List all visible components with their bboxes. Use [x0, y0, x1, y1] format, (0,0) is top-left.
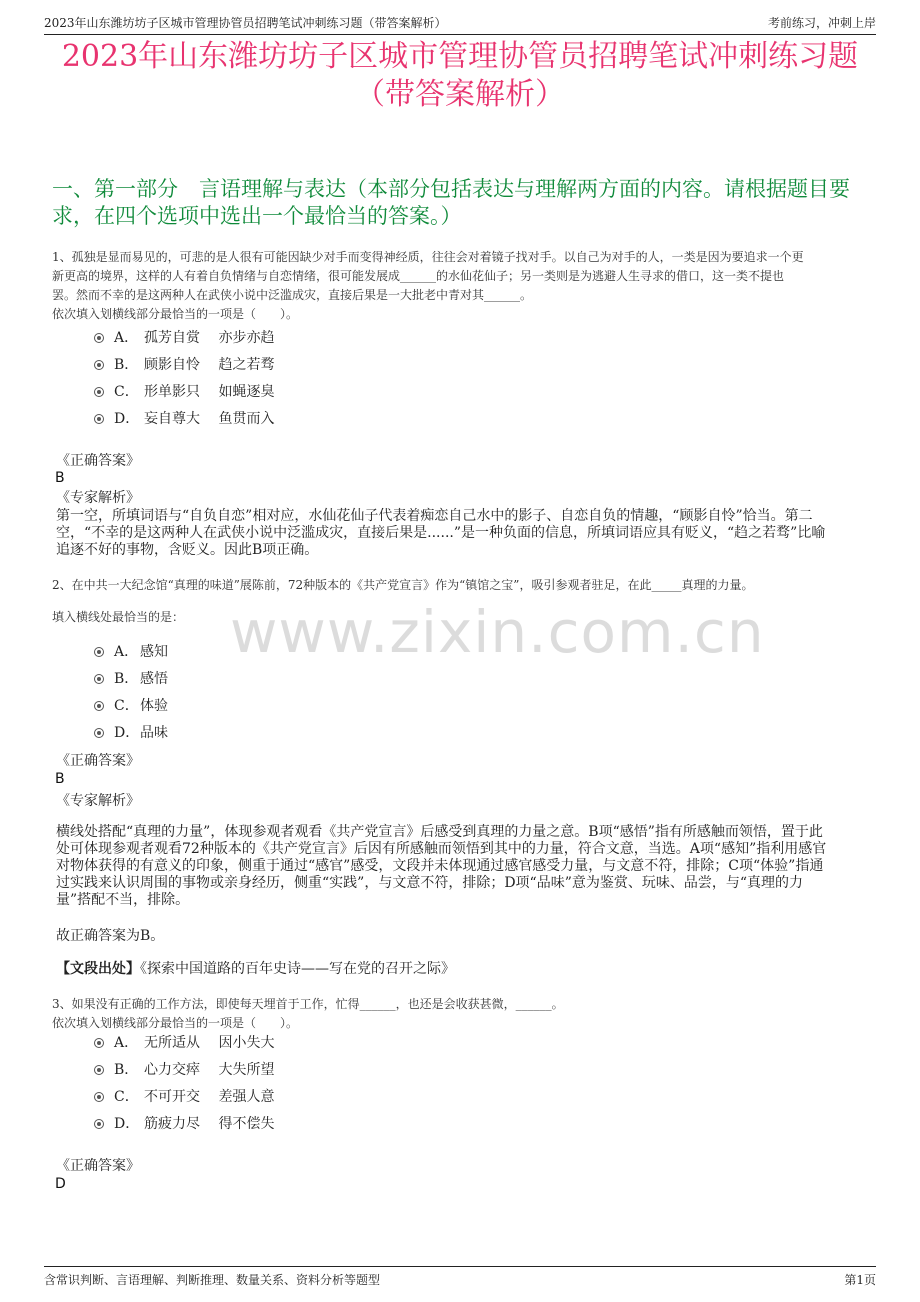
q2-analysis	[56, 824, 886, 909]
option-text: 品味	[140, 725, 168, 741]
q1-line-3: 罢。然而不幸的是这两种人在武侠小说中泛滥成灾，直接后果是一大批老中青对其______。	[52, 288, 533, 302]
q3-prompt: 依次填入划横线部分最恰当的一项是（ ）。	[52, 1016, 299, 1030]
q2-analysis-label: 《专家解析》	[56, 793, 140, 809]
radio-button-icon[interactable]	[94, 1119, 104, 1129]
option-text: 筋疲力尽 得不偿失	[144, 1116, 275, 1132]
option-text: 形单影只 如蝇逐臭	[144, 384, 275, 400]
option-letter: C．	[114, 1089, 139, 1105]
radio-button-icon[interactable]	[94, 387, 104, 397]
option-text: 顾影自怜 趋之若骛	[144, 357, 275, 373]
title-line-1: 2023年山东潍坊坊子区城市管理协管员招聘笔试冲刺练习题	[61, 39, 859, 74]
option-letter: D．	[114, 411, 140, 427]
q1-analysis-line-3: 追逐不好的事物，含贬义。因此B项正确。	[56, 542, 319, 558]
option-letter: B．	[114, 357, 139, 373]
option-text: 感悟	[140, 671, 168, 687]
radio-button-icon[interactable]	[94, 1092, 104, 1102]
option-letter: A．	[114, 644, 139, 660]
option-text: 无所适从 因小失大	[144, 1035, 275, 1051]
q2-analysis-line-5: 量”搭配不当，排除。	[56, 892, 190, 908]
q1-line-1: 1、孤独是显而易见的，可悲的是人很有可能因缺少对手而变得神经质，往往会对着镜子找对手。以自己为对手的人，一类是因为要追求一个更	[52, 250, 804, 264]
option-letter: D．	[114, 725, 140, 741]
radio-button-icon[interactable]	[94, 674, 104, 684]
q1-prompt: 依次填入划横线部分最恰当的一项是（ ）。	[52, 307, 299, 321]
option-letter: B．	[114, 1062, 139, 1078]
radio-button-icon[interactable]	[94, 414, 104, 424]
q1-analysis-label: 《专家解析》	[56, 490, 140, 506]
q2-prompt: 填入横线处最恰当的是：	[52, 610, 185, 624]
q1-answer: B	[55, 470, 65, 486]
q2-source	[56, 961, 455, 978]
option-text: 不可开交 差强人意	[144, 1089, 275, 1105]
q2-answer: B	[55, 771, 65, 787]
source-label: 【文段出处】	[56, 961, 140, 977]
q1-line-2: 新更高的境界，这样的人有着自负情绪与自恋情绪，很可能发展成______的水仙花仙子；另一类则是为逃避人生寻求的借口，这一类不提也	[52, 269, 785, 283]
radio-button-icon[interactable]	[94, 1065, 104, 1075]
option-letter: D．	[114, 1116, 140, 1132]
radio-button-icon[interactable]	[94, 333, 104, 343]
watermark: www.zixin.com.cn	[230, 598, 765, 666]
header-slogan: 考前练习，冲刺上岸	[767, 16, 876, 30]
question-3-stem	[52, 995, 882, 1033]
option-letter: B．	[114, 671, 139, 687]
option-letter: A．	[114, 1035, 139, 1051]
option-text: 孤芳自赏 亦步亦趋	[144, 330, 275, 346]
radio-button-icon[interactable]	[94, 728, 104, 738]
option-letter: A．	[114, 330, 139, 346]
q1-analysis-line-2: 空，“不幸的是这两种人在武侠小说中泛滥成灾，直接后果是......”是一种负面的信息，所填词语应具有贬义，“趋之若骛”比喻	[56, 525, 826, 541]
q2-analysis-line-2: 处可体现参观者观看72种版本的《共产党宣言》后因有所感触而领悟到其中的力量，符合文意，当选。A项“感知”指利用感官	[56, 841, 827, 857]
q2-analysis-line-1: 横线处搭配“真理的力量”，体现参观者观看《共产党宣言》后感受到真理的力量之意。B项“感悟”指有所感触而领悟，置于此	[56, 824, 823, 840]
source-title: 《探索中国道路的百年史诗——写在党的召开之际》	[140, 961, 455, 977]
option-letter: C．	[114, 384, 139, 400]
page-header	[44, 12, 876, 35]
option-text: 感知	[140, 644, 168, 660]
q3-answer: D	[55, 1176, 66, 1192]
title-line-2: （带答案解析）	[355, 77, 565, 112]
q3-answer-label: 《正确答案》	[56, 1158, 140, 1174]
page-number: 第1页	[844, 1273, 876, 1287]
radio-button-icon[interactable]	[94, 701, 104, 711]
q3-stem-line: 3、如果没有正确的工作方法，即使每天埋首于工作，忙得______，也还是会收获甚微，______。	[52, 997, 564, 1011]
option-text: 妄自尊大 鱼贯而入	[144, 411, 275, 427]
q2-analysis-line-4: 过实践来认识周围的事物或亲身经历，侧重“实践”，与文意不符，排除；D项“品味”意为鉴赏、玩味、品尝，与“真理的力	[56, 875, 804, 891]
q2-answer-label: 《正确答案》	[56, 753, 140, 769]
radio-button-icon[interactable]	[94, 360, 104, 370]
document-title	[44, 38, 876, 114]
q1-analysis	[56, 508, 886, 559]
q2-analysis-line-3: 对物体获得的有意义的印象，侧重于通过“感官”感受，文段并未体现通过感官感受力量，与文意不符，排除；C项“体验”指通	[56, 858, 824, 874]
q2-conclusion: 故正确答案为B。	[56, 928, 165, 944]
radio-button-icon[interactable]	[94, 647, 104, 657]
footer-topics: 含常识判断、言语理解、判断推理、数量关系、资料分析等题型	[44, 1273, 381, 1287]
question-2-stem: 2、在中共一大纪念馆“真理的味道”展陈前，72种版本的《共产党宣言》作为“镇馆之宝”，吸引参观者驻足，在此_____真理的力量。	[52, 578, 754, 592]
page-footer	[44, 1266, 876, 1289]
question-1-stem	[52, 248, 882, 324]
q1-analysis-line-1: 第一空，所填词语与“自负自恋”相对应，水仙花仙子代表着痴恋自己水中的影子、自恋自负的情趣，“顾影自怜”恰当。第二	[56, 508, 813, 524]
radio-button-icon[interactable]	[94, 1038, 104, 1048]
option-text: 心力交瘁 大失所望	[144, 1062, 275, 1078]
option-letter: C．	[114, 698, 139, 714]
option-text: 体验	[140, 698, 168, 714]
q1-answer-label: 《正确答案》	[56, 453, 140, 469]
header-doc-title: 2023年山东潍坊坊子区城市管理协管员招聘笔试冲刺练习题（带答案解析）	[44, 16, 447, 30]
section-heading: 一、第一部分 言语理解与表达（本部分包括表达与理解两方面的内容。请根据题目要求，在四个选项中选出一个最恰当的答案。）	[52, 177, 850, 228]
